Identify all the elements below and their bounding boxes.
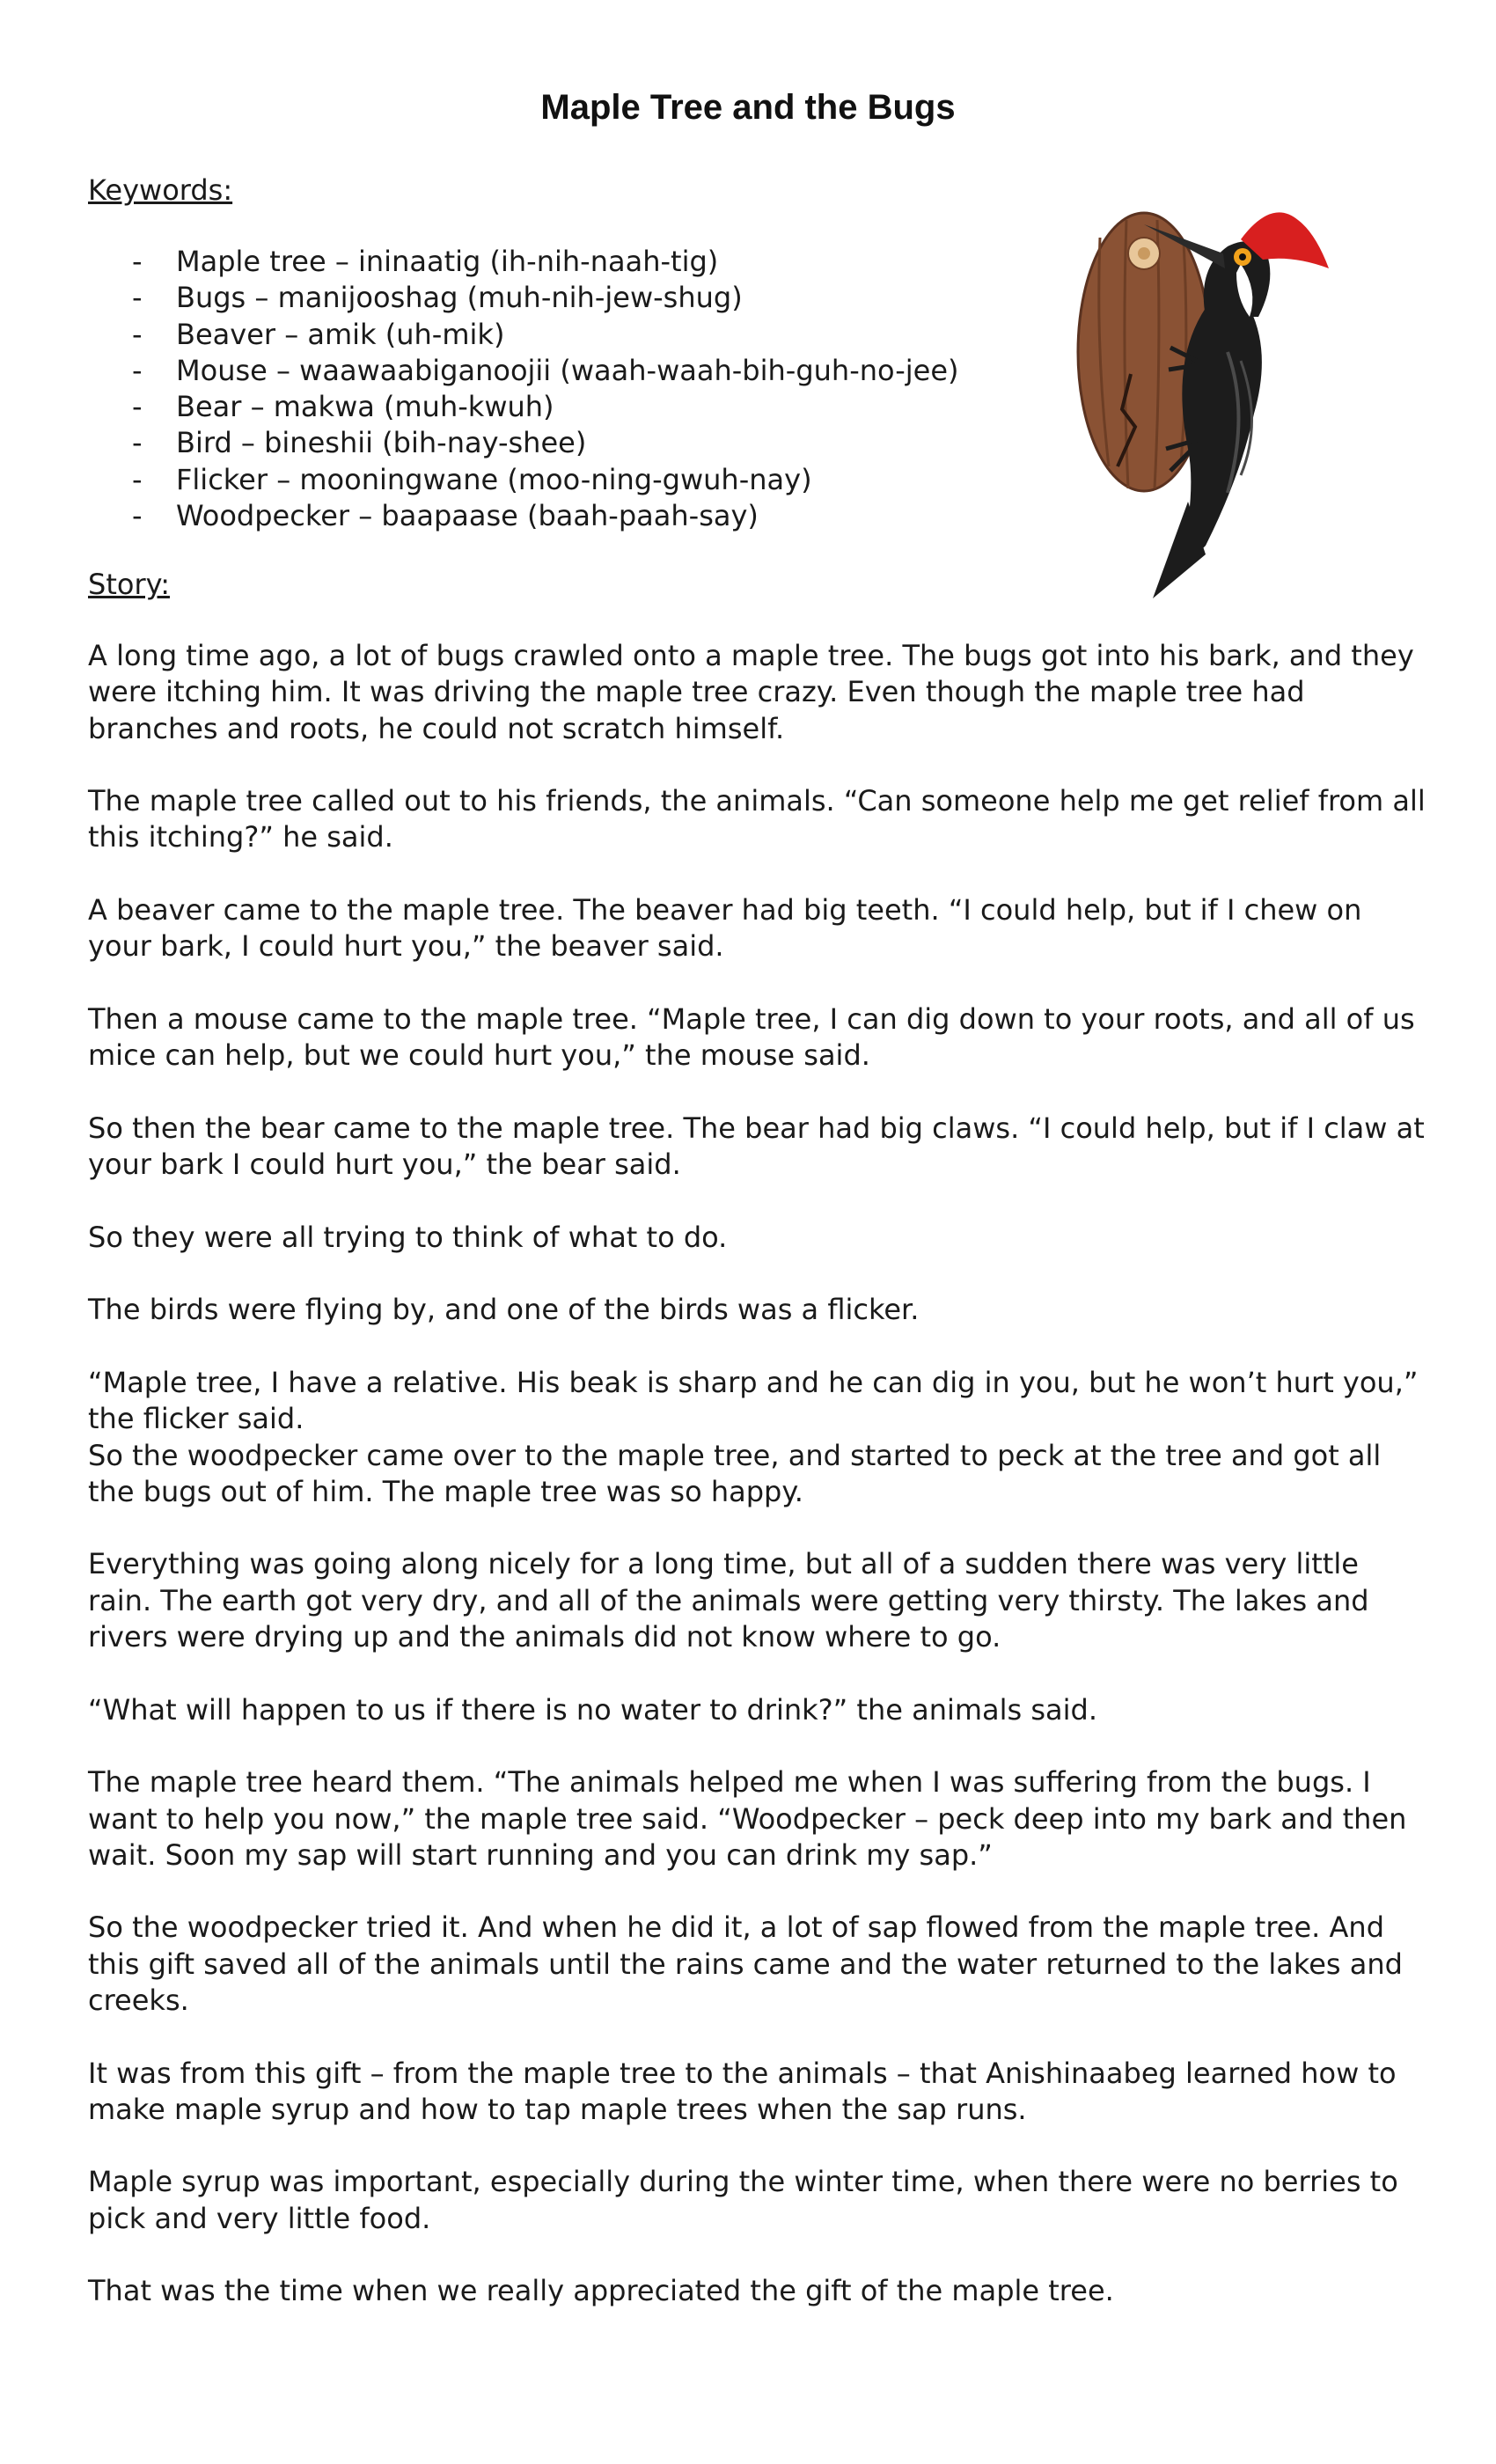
- story-paragraph: Everything was going along nicely for a long time, but all of a sudden there was very little rain. The earth got very dry, and all of the animals were getting very thirsty. The lakes and rivers were drying up and the animals did not know where to go.: [88, 1547, 1369, 1654]
- story-paragraph: “What will happen to us if there is no water to drink?” the animals said.: [88, 1692, 1098, 1727]
- keywords-list: [88, 244, 958, 534]
- story-paragraph: Maple syrup was important, especially during the winter time, when there were no berries to pick and very little food.: [88, 2165, 1398, 2235]
- list-item: - Bugs – manijooshag (muh-nih-jew-shug): [132, 281, 743, 315]
- story-paragraph: “Maple tree, I have a relative. His beak is sharp and he can dig in you, but he won’t hurt you,” the flicker said.: [88, 1365, 1419, 1436]
- story-paragraph: That was the time when we really appreciated the gift of the maple tree.: [88, 2274, 1114, 2308]
- list-item: - Woodpecker – baapaase (baah-paah-say): [132, 499, 759, 533]
- story-paragraph: The maple tree heard them. “The animals helped me when I was suffering from the bugs. I want to help you now,” the maple tree said. “Woodpecker – peck deep into my bark and then wait. Soon my sap will start running and you can drink my sap.”: [88, 1765, 1407, 1872]
- list-item: - Bear – makwa (muh-kwuh): [132, 390, 554, 424]
- story-paragraph: Then a mouse came to the maple tree. “Maple tree, I can dig down to your roots, and all of us mice can help, but we could hurt you,” the mouse said.: [88, 1001, 1415, 1073]
- story-heading: Story:: [88, 568, 170, 601]
- story-paragraph: So they were all trying to think of what to do.: [88, 1220, 728, 1254]
- woodpecker-on-wood-icon: [1074, 185, 1399, 607]
- story-paragraph: The maple tree called out to his friends, the animals. “Can someone help me get relief from all this itching?” he said.: [88, 784, 1426, 854]
- story-paragraph: So then the bear came to the maple tree. The bear had big claws. “I could help, but if I claw at your bark I could hurt you,” the bear said.: [88, 1111, 1425, 1182]
- story-paragraph: So the woodpecker tried it. And when he did it, a lot of sap flowed from the maple tree. And this gift saved all of the animals until the rains came and the water returned to the lakes and creeks.: [88, 1910, 1403, 2017]
- list-item: - Beaver – amik (uh-mik): [132, 317, 505, 351]
- story-body: [88, 638, 1426, 2346]
- story-paragraph: It was from this gift – from the maple tree to the animals – that Anishinaabeg learned how to make maple syrup and how to tap maple trees when the sap runs.: [88, 2056, 1397, 2126]
- list-item: - Bird – bineshii (bih-nay-shee): [132, 426, 587, 460]
- keywords-heading: Keywords:: [88, 173, 233, 207]
- list-item: - Mouse – waawaabiganoojii (waah-waah-bih-guh-no-jee): [132, 353, 959, 387]
- story-paragraph: The birds were flying by, and one of the birds was a flicker.: [88, 1293, 920, 1327]
- story-paragraph: A beaver came to the maple tree. The beaver had big teeth. “I could help, but if I chew on your bark, I could hurt you,” the beaver said.: [88, 893, 1362, 964]
- page-title: Maple Tree and the Bugs: [540, 88, 956, 127]
- story-paragraph: A long time ago, a lot of bugs crawled onto a maple tree. The bugs got into his bark, and they were itching him. It was driving the maple tree crazy. Even though the maple tree had branches and roots, he could not scratch himself.: [88, 639, 1414, 745]
- story-paragraph: So the woodpecker came over to the maple tree, and started to peck at the tree and got all the bugs out of him. The maple tree was so happy.: [88, 1438, 1382, 1508]
- list-item: - Flicker – mooningwane (moo-ning-gwuh-nay): [132, 462, 812, 496]
- list-item: - Maple tree – ininaatig (ih-nih-naah-tig): [132, 245, 719, 278]
